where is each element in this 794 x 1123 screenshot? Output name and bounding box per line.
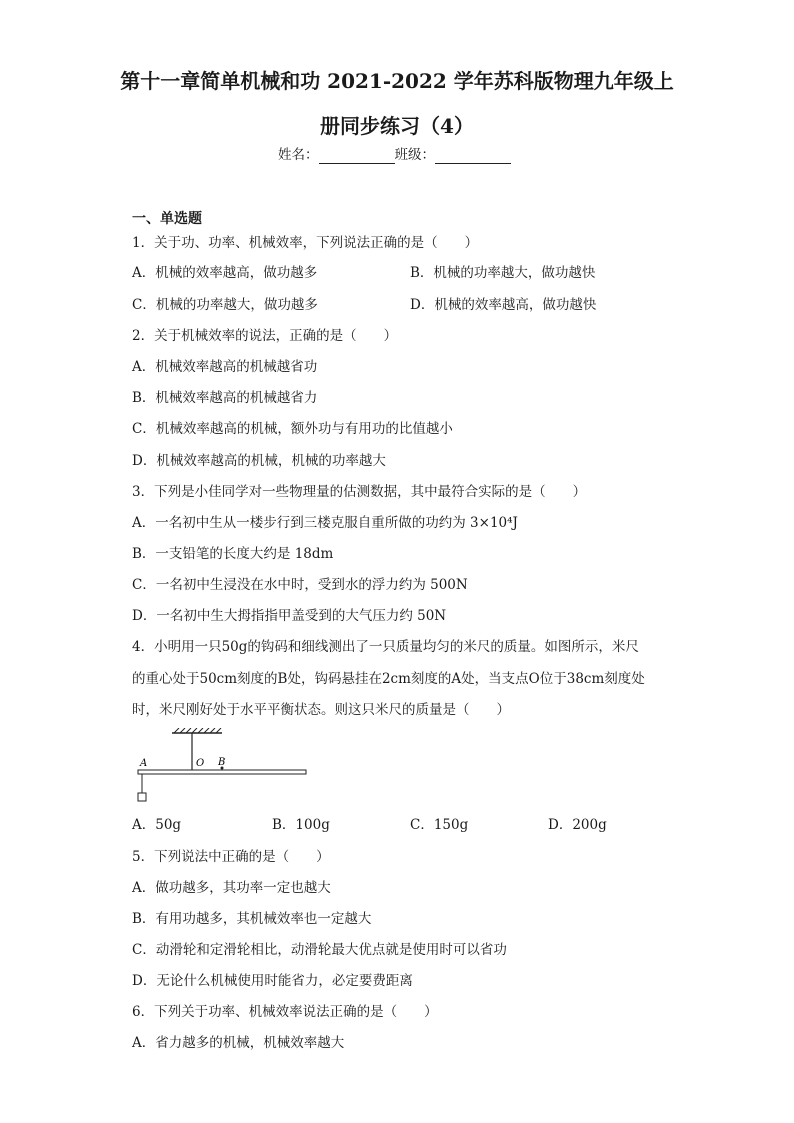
ceiling-mount xyxy=(172,728,222,733)
question-1-stem: 1．关于功、功率、机械效率，下列说法正确的是（ ） xyxy=(132,235,479,251)
class-blank xyxy=(435,149,511,164)
page-title-line-1: 第十一章简单机械和功 2021-2022 学年苏科版物理九年级上 xyxy=(120,69,674,93)
question-2-option-c: C．机械效率越高的机械，额外功与有用功的比值越小 xyxy=(132,421,453,437)
question-1-option-d: D．机械的效率越高，做功越快 xyxy=(410,297,597,313)
question-5-stem: 5．下列说法中正确的是（ ） xyxy=(132,849,330,865)
lever-figure xyxy=(130,728,320,808)
hook-weight xyxy=(138,793,146,801)
question-4-option-d: D．200g xyxy=(548,817,607,833)
question-5-option-c: C．动滑轮和定滑轮相比，动滑轮最大优点就是使用时可以省功 xyxy=(132,942,507,958)
question-3-option-c: C．一名初中生浸没在水中时，受到水的浮力约为 500N xyxy=(132,577,468,593)
question-1-option-a: A．机械的效率越高，做功越多 xyxy=(132,265,318,281)
question-3-option-d: D．一名初中生大拇指指甲盖受到的大气压力约 50N xyxy=(132,608,447,624)
question-3-option-b: B．一支铅笔的长度大约是 18dm xyxy=(132,546,334,562)
question-5-option-a: A．做功越多，其功率一定也越大 xyxy=(132,880,331,896)
page-title-line-2: 册同步练习（4） xyxy=(320,114,474,138)
question-4-stem-line-3: 时，米尺刚好处于水平平衡状态。则这只米尺的质量是（ ） xyxy=(132,702,510,718)
question-6-stem: 6．下列关于功率、机械效率说法正确的是（ ） xyxy=(132,1004,438,1020)
question-2-option-a: A．机械效率越高的机械越省功 xyxy=(132,359,318,375)
question-4-stem-line-1: 4．小明用一只50g的钩码和细线测出了一只质量均匀的米尺的质量。如图所示，米尺 xyxy=(132,639,639,655)
name-class-row xyxy=(278,146,511,164)
question-6-option-a: A．省力越多的机械，机械效率越大 xyxy=(132,1035,345,1051)
question-2-option-d: D．机械效率越高的机械，机械的功率越大 xyxy=(132,453,386,469)
question-1-option-b: B．机械的功率越大，做功越快 xyxy=(410,265,596,281)
question-1-option-c: C．机械的功率越大，做功越多 xyxy=(132,297,318,313)
question-3-option-a: A．一名初中生从一楼步行到三楼克服自重所做的功约为 3×10⁴J xyxy=(132,515,518,531)
label-o: O xyxy=(196,758,205,769)
question-4-option-b: B．100g xyxy=(272,817,330,833)
class-label: 班级： xyxy=(394,147,435,163)
question-4-stem-line-2: 的重心处于50cm刻度的B处，钩码悬挂在2cm刻度的A处，当支点O位于38cm刻度处 xyxy=(132,671,645,687)
name-label: 姓名： xyxy=(278,147,319,163)
meter-ruler xyxy=(138,770,306,774)
question-2-stem: 2．关于机械效率的说法，正确的是（ ） xyxy=(132,328,398,344)
question-2-option-b: B．机械效率越高的机械越省力 xyxy=(132,390,318,406)
question-4-option-a: A．50g xyxy=(132,817,182,833)
question-4-option-c: C．150g xyxy=(410,817,469,833)
label-a: A xyxy=(140,758,148,769)
name-blank xyxy=(319,149,395,164)
section-title: 一、单选题 xyxy=(132,211,202,227)
question-5-option-b: B．有用功越多，其机械效率也一定越大 xyxy=(132,911,372,927)
question-5-option-d: D．无论什么机械使用时能省力，必定要费距离 xyxy=(132,973,413,989)
question-3-stem: 3．下列是小佳同学对一些物理量的估测数据，其中最符合实际的是（ ） xyxy=(132,484,587,500)
label-b: B xyxy=(218,757,226,768)
